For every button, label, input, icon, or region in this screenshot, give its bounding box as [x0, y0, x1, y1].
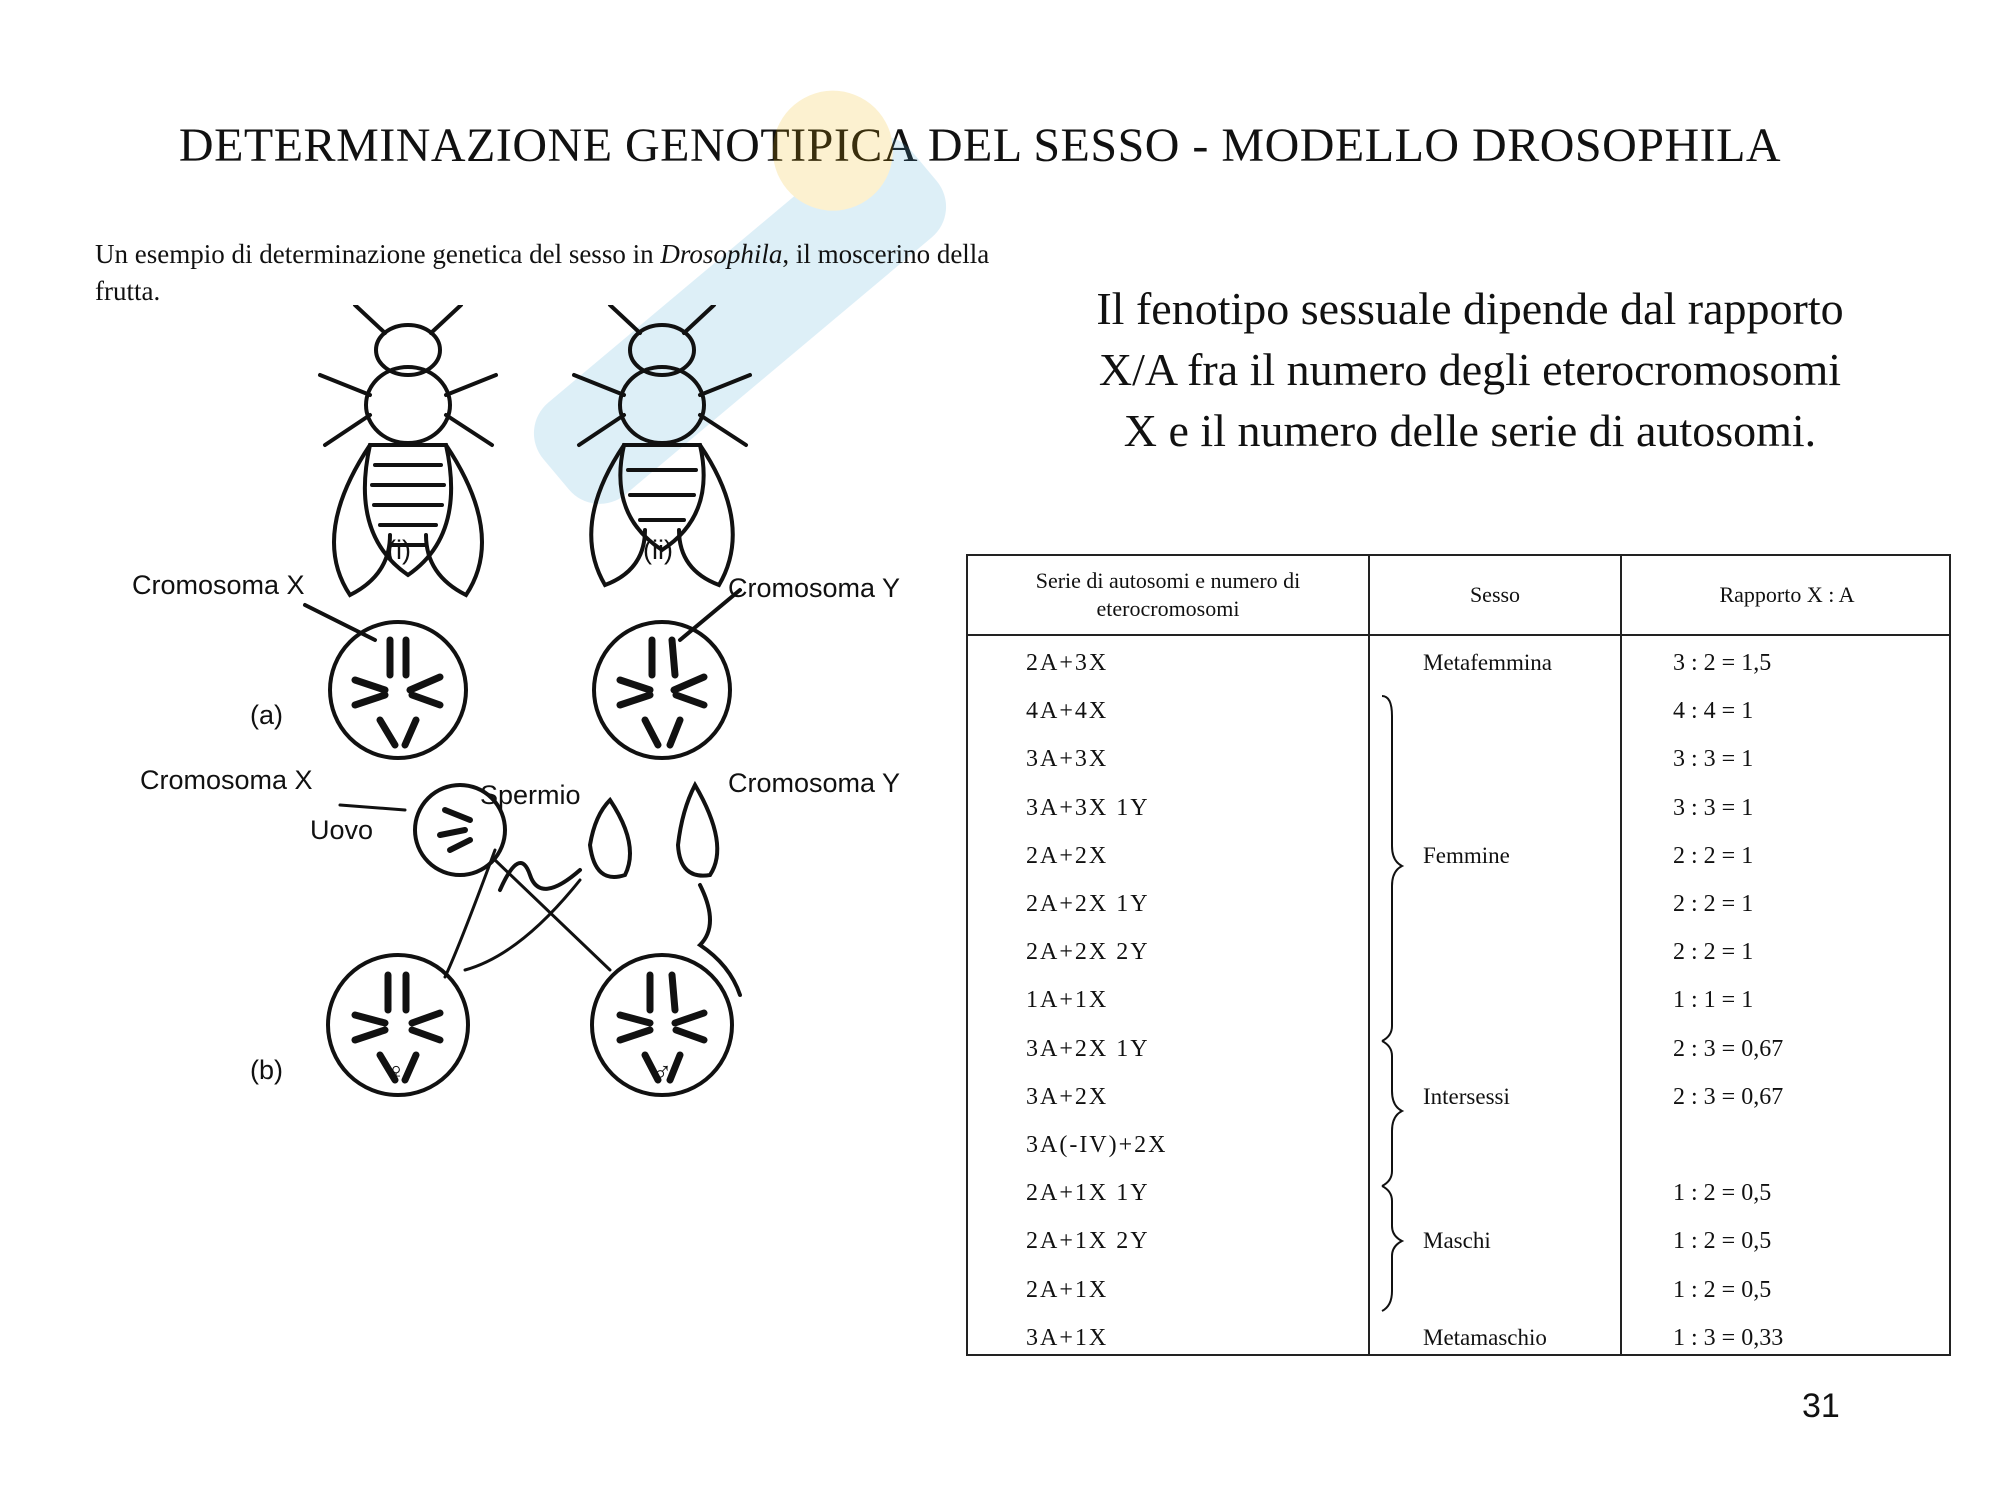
genotype-cell: 3A+1X [1026, 1324, 1109, 1351]
genotype-cell: 2A+2X 2Y [1026, 939, 1150, 966]
female-symbol: ♀ [386, 1057, 407, 1087]
table-row [968, 931, 1949, 979]
table-row [968, 1172, 1949, 1220]
female-chromosome-circle [330, 622, 466, 758]
table-row [968, 1076, 1949, 1124]
label-uovo: Uovo [310, 815, 374, 845]
header-ratio: Rapporto X : A [1719, 582, 1855, 607]
genotype-cell: 3A+2X [1026, 1083, 1109, 1110]
genotype-cell: 2A+1X [1026, 1276, 1109, 1303]
header-sex: Sesso [1469, 582, 1521, 607]
table-row [968, 883, 1949, 931]
caption-italic: Drosophila [660, 239, 783, 269]
sex-cell: Metamaschio [1423, 1324, 1547, 1350]
ratio-cell: 1 : 2 = 0,5 [1673, 1276, 1772, 1303]
genotype-cell: 2A+1X 2Y [1026, 1228, 1150, 1255]
table-row [968, 1269, 1949, 1317]
label-b: (b) [250, 1055, 283, 1085]
label-i: (i) [387, 535, 411, 565]
ratio-cell: 1 : 2 = 0,5 [1673, 1228, 1772, 1255]
ratio-cell: 2 : 3 = 0,67 [1673, 1083, 1784, 1110]
figure-caption [95, 236, 1015, 310]
ratio-cell: 1 : 3 = 0,33 [1673, 1324, 1784, 1351]
table-row [968, 1220, 1949, 1268]
table-row [968, 1124, 1949, 1172]
genotype-cell: 3A(-IV)+2X [1026, 1132, 1168, 1158]
genotype-cell: 2A+1X 1Y [1026, 1180, 1150, 1207]
sperm-x [590, 800, 630, 877]
genotype-cell: 3A+3X 1Y [1026, 794, 1150, 821]
sex-cell: Intersessi [1423, 1083, 1510, 1109]
page-number: 31 [1802, 1387, 1840, 1425]
genotype-cell: 1A+1X [1026, 987, 1109, 1014]
male-chromosome-circle [594, 622, 730, 758]
sperm-y [678, 785, 717, 876]
ratio-cell: 2 : 3 = 0,67 [1673, 1035, 1784, 1062]
ratio-cell: 2 : 2 = 1 [1673, 939, 1754, 966]
label-cromosoma-x-b: Cromosoma X [140, 765, 313, 795]
genotype-cell: 2A+2X [1026, 842, 1109, 869]
ratio-cell: 4 : 4 = 1 [1673, 698, 1754, 725]
slide-title: DETERMINAZIONE GENOTIPICA DEL SESSO - MODELLO DROSOPHILA [178, 119, 1782, 172]
ratio-cell: 1 : 1 = 1 [1673, 987, 1754, 1014]
statement-text: Il fenotipo sessuale dipende dal rapporto X/A fra il numero degli eterocromosomi X e il numero delle serie di autosomi. [1096, 283, 1844, 456]
label-cromosoma-x-a: Cromosoma X [132, 570, 305, 600]
sex-ratio-table [966, 554, 1951, 1356]
ratio-cell: 2 : 2 = 1 [1673, 842, 1754, 869]
grouping-braces [1378, 636, 1418, 1356]
label-a: (a) [250, 700, 283, 730]
genotype-cell: 4A+4X [1026, 698, 1109, 725]
genotype-cell: 3A+2X 1Y [1026, 1035, 1150, 1062]
caption-text-after: , il moscerino della frutta. [95, 239, 990, 306]
label-spermio: Spermio [480, 780, 581, 810]
table-row [968, 690, 1949, 738]
table-row [968, 642, 1949, 690]
ratio-cell: 3 : 2 = 1,5 [1673, 650, 1772, 676]
label-cromosoma-y-b: Cromosoma Y [728, 768, 901, 798]
header-genotype: Serie di autosomi e numero di eterocromosomi [1035, 568, 1301, 621]
male-symbol: ♂ [652, 1057, 673, 1087]
drosophila-figure [100, 305, 960, 1205]
genotype-cell: 2A+3X [1026, 650, 1109, 676]
table-row [968, 979, 1949, 1027]
table-header [968, 556, 1949, 636]
genotype-cell: 3A+3X [1026, 746, 1109, 773]
sex-cell: Maschi [1423, 1228, 1491, 1254]
figure-drawing [100, 305, 960, 1205]
label-ii: (ii) [643, 535, 673, 565]
sex-cell: Femmine [1423, 842, 1510, 868]
caption-text-before: Un esempio di determinazione genetica del sesso in [95, 239, 661, 269]
table-row [968, 1028, 1949, 1076]
ratio-cell: 1 : 2 = 0,5 [1673, 1180, 1772, 1207]
table-row [968, 1317, 1949, 1365]
ratio-cell: 2 : 2 = 1 [1673, 891, 1754, 917]
table-row [968, 835, 1949, 883]
sex-cell: Metafemmina [1423, 650, 1553, 675]
label-cromosoma-y-a: Cromosoma Y [728, 573, 901, 603]
table-row [968, 738, 1949, 786]
ratio-cell: 3 : 3 = 1 [1673, 746, 1754, 773]
table-row [968, 787, 1949, 835]
genotype-cell: 2A+2X 1Y [1026, 891, 1150, 917]
ratio-cell: 3 : 3 = 1 [1673, 794, 1754, 821]
